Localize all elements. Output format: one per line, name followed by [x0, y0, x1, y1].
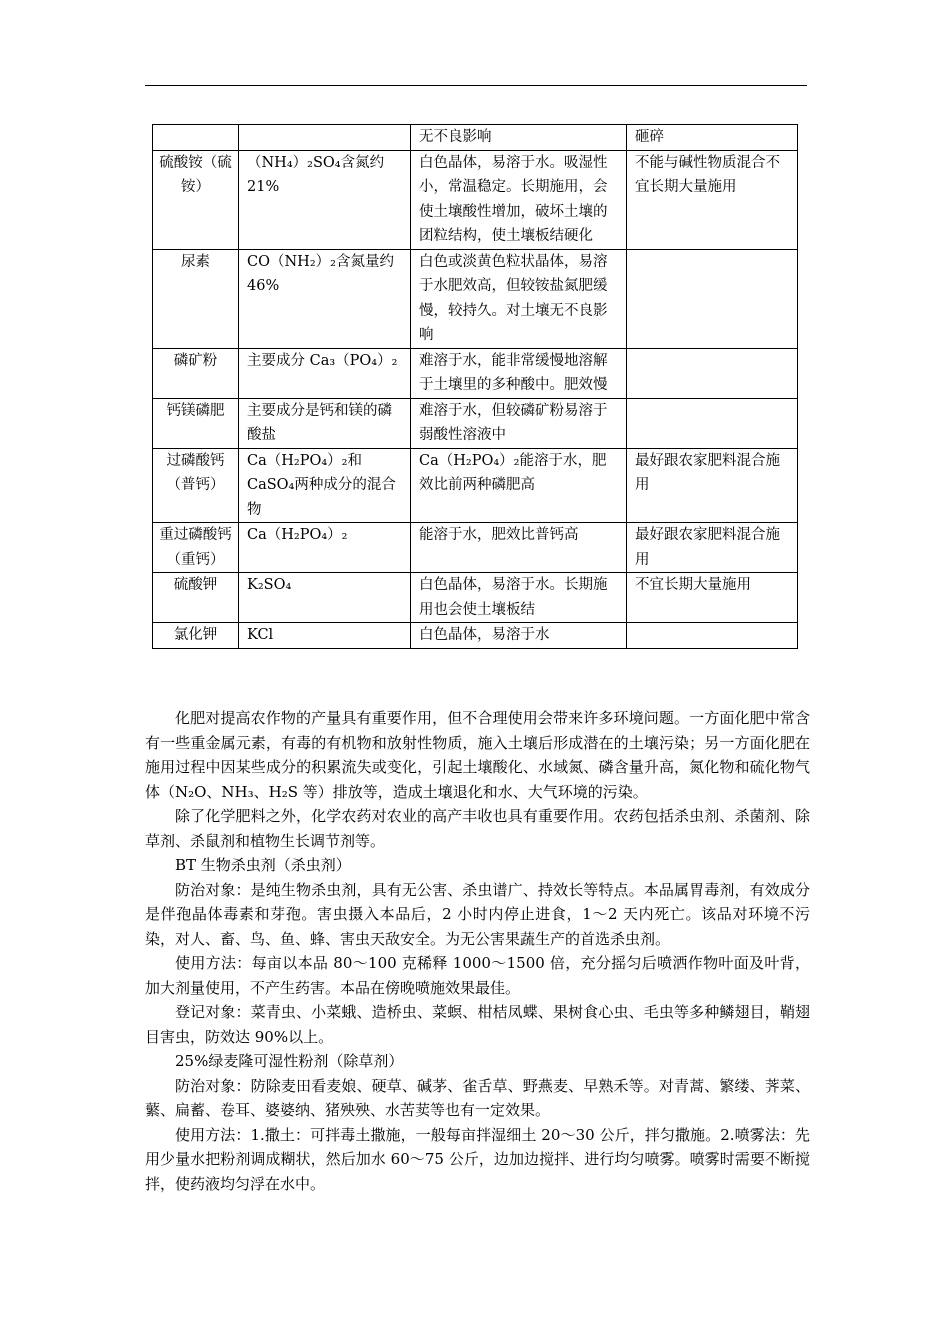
fertilizer-formula: （NH₄）₂SO₄含氮约 21% — [239, 150, 411, 249]
fertilizer-name: 氯化钾 — [153, 623, 239, 649]
fertilizer-properties: 难溶于水，能非常缓慢地溶解于土壤里的多种酸中。肥效慢 — [411, 348, 627, 398]
paragraph: 除了化学肥料之外，化学农药对农业的高产丰收也具有重要作用。农药包括杀虫剂、杀菌剂、除草剂、杀鼠剂和植物生长调节剂等。 — [145, 807, 810, 850]
table-header-row — [153, 125, 798, 151]
paragraph: 使用方法：每亩以本品 80～100 克稀释 1000～1500 倍，充分摇匀后喷洒作物叶面及叶背，加大剂量使用，不产生药害。本品在傍晚喷施效果最佳。 — [145, 954, 810, 997]
fertilizer-notes: 最好跟农家肥料混合施用 — [627, 523, 798, 573]
fertilizer-formula: 主要成分是钙和镁的磷酸盐 — [239, 398, 411, 448]
fertilizer-formula: Ca（H₂PO₄）₂ — [239, 523, 411, 573]
paragraph: 使用方法：1.撒土：可拌毒土撒施，一般每亩拌湿细土 20～30 公斤，拌匀撒施。2.喷雾法：先用少量水把粉剂调成糊状，然后加水 60～75 公斤，边加边搅拌、进行均匀喷雾。喷雾时需要不断搅拌，使药液均匀浮在水中。 — [145, 1125, 810, 1193]
fertilizer-properties: Ca（H₂PO₄）₂能溶于水，肥效比前两种磷肥高 — [411, 448, 627, 523]
table-row — [153, 398, 798, 448]
fertilizer-notes: 最好跟农家肥料混合施用 — [627, 448, 798, 523]
fertilizer-name: 过磷酸钙（普钙） — [153, 448, 239, 523]
table-row — [153, 573, 798, 623]
table-row — [153, 523, 798, 573]
fertilizer-notes: 不能与碱性物质混合不宜长期大量施用 — [627, 150, 798, 249]
header-cell — [239, 125, 411, 151]
table-row — [153, 150, 798, 249]
section-heading: BT 生物杀虫剂（杀虫剂） — [175, 856, 351, 874]
paragraph: 防治对象：防除麦田看麦娘、硬草、碱茅、雀舌草、野燕麦、早熟禾等。对青蒿、繁缕、荠菜、蘩、扁蓄、卷耳、婆婆纳、猪殃殃、水苦荬等也有一定效果。 — [145, 1076, 810, 1119]
fertilizer-formula: K₂SO₄ — [239, 573, 411, 623]
fertilizer-properties: 白色或淡黄色粒状晶体，易溶于水肥效高，但较铵盐氮肥缓慢，较持久。对土壤无不良影响 — [411, 249, 627, 348]
fertilizer-properties: 白色晶体，易溶于水。吸湿性小，常温稳定。长期施用，会使土壤酸性增加，破坏土壤的团粒结构，使土壤板结硬化 — [411, 150, 627, 249]
fertilizer-notes — [627, 249, 798, 348]
fertilizer-notes — [627, 398, 798, 448]
fertilizer-properties: 难溶于水，但较磷矿粉易溶于弱酸性溶液中 — [411, 398, 627, 448]
fertilizer-name: 尿素 — [153, 249, 239, 348]
fertilizer-formula: CO（NH₂）₂含氮量约 46% — [239, 249, 411, 348]
fertilizer-name: 硫酸铵（硫铵） — [153, 150, 239, 249]
fertilizer-notes — [627, 623, 798, 649]
section-heading: 25%绿麦隆可湿性粉剂（除草剂） — [175, 1052, 404, 1070]
header-cell: 砸碎 — [627, 125, 798, 151]
fertilizer-properties: 白色晶体，易溶于水。长期施用也会使土壤板结 — [411, 573, 627, 623]
fertilizer-formula: 主要成分 Ca₃（PO₄）₂ — [239, 348, 411, 398]
fertilizer-notes — [627, 348, 798, 398]
fertilizer-name: 磷矿粉 — [153, 348, 239, 398]
paragraph: 登记对象：菜青虫、小菜蛾、造桥虫、菜螟、柑桔凤蝶、果树食心虫、毛虫等多种鳞翅目，鞘翅目害虫，防效达 90%以上。 — [145, 1003, 810, 1046]
paragraph: 防治对象：是纯生物杀虫剂，具有无公害、杀虫谱广、持效长等特点。本品属胃毒剂，有效成分是伴孢晶体毒素和芽孢。害虫摄入本品后，2 小时内停止进食，1～2 天内死亡。该品对环境不污染，对人、畜、鸟、鱼、蜂、害虫天敌安全。为无公害果蔬生产的首选杀虫剂。 — [145, 880, 810, 948]
fertilizer-properties: 白色晶体，易溶于水 — [411, 623, 627, 649]
table-row — [153, 623, 798, 649]
fertilizer-formula: KCl — [239, 623, 411, 649]
fertilizer-formula: Ca（H₂PO₄）₂和 CaSO₄两种成分的混合物 — [239, 448, 411, 523]
header-cell: 无不良影响 — [411, 125, 627, 151]
table-row — [153, 249, 798, 348]
fertilizer-name: 钙镁磷肥 — [153, 398, 239, 448]
fertilizer-properties: 能溶于水，肥效比普钙高 — [411, 523, 627, 573]
table-row — [153, 448, 798, 523]
header-rule — [145, 85, 807, 86]
table-row — [153, 348, 798, 398]
fertilizer-name: 硫酸钾 — [153, 573, 239, 623]
paragraph: 化肥对提高农作物的产量具有重要作用，但不合理使用会带来许多环境问题。一方面化肥中常含有一些重金属元素，有毒的有机物和放射性物质，施入土壤后形成潜在的土壤污染；另一方面化肥在施用过程中因某些成分的积累流失或变化，引起土壤酸化、水域氮、磷含量升高，氮化物和硫化物气体（N₂O、NH₃、H₂S 等）排放等，造成土壤退化和水、大气环境的污染。 — [145, 709, 810, 801]
fertilizer-name: 重过磷酸钙（重钙） — [153, 523, 239, 573]
body-text — [145, 706, 810, 1196]
fertilizer-notes: 不宜长期大量施用 — [627, 573, 798, 623]
fertilizer-table — [152, 124, 798, 649]
header-cell — [153, 125, 239, 151]
